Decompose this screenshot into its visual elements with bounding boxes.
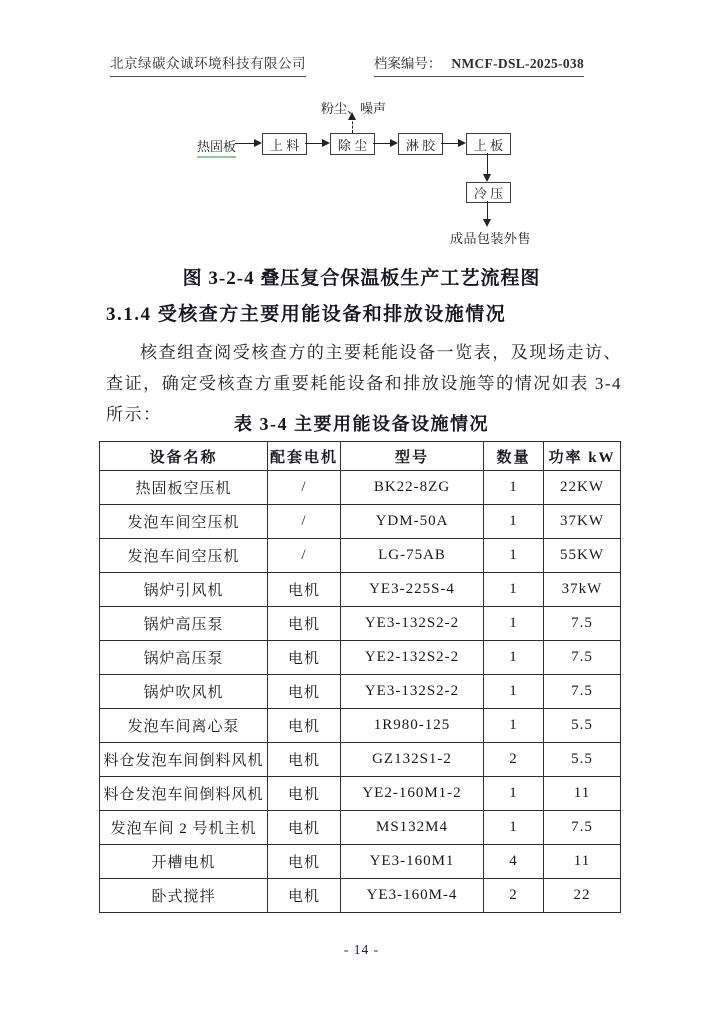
section-heading: 3.1.4 受核查方主要用能设备和排放设施情况 — [106, 304, 507, 325]
emission-label: 粉尘、噪声 — [321, 101, 387, 116]
table-header-cell: 数量 — [484, 442, 544, 471]
table-cell: 1 — [484, 539, 544, 573]
table-row — [100, 505, 621, 539]
table-header-cell: 型号 — [341, 442, 484, 471]
table-cell: YE3-225S-4 — [341, 573, 484, 607]
product-output-label: 成品包装外售 — [450, 231, 532, 246]
page-number: - 14 - — [343, 942, 380, 957]
table-cell: 电机 — [268, 641, 341, 675]
table-row — [100, 539, 621, 573]
table-cell: LG-75AB — [341, 539, 484, 573]
flow-arrow-down — [483, 201, 492, 227]
header-company-name: 北京绿碳众诚环境科技有限公司 — [110, 52, 306, 77]
table-cell: 22 — [544, 879, 621, 913]
table-cell: 电机 — [268, 777, 341, 811]
table-cell: YE2-132S2-2 — [341, 641, 484, 675]
figure-caption: 图 3-2-4 叠压复合保温板生产工艺流程图 — [182, 268, 541, 289]
flow-box-cold-pressing: 冷 压 — [466, 182, 511, 203]
table-cell: YDM-50A — [341, 505, 484, 539]
flow-box-dust-removal: 除 尘 — [330, 133, 375, 155]
table-cell: 锅炉高压泵 — [100, 607, 268, 641]
table-cell: 1 — [484, 641, 544, 675]
doc-number-value: NMCF-DSL-2025-038 — [451, 56, 584, 71]
table-row — [100, 879, 621, 913]
flow-box-loading: 上 料 — [262, 133, 307, 155]
table-row — [100, 777, 621, 811]
table-cell: / — [268, 505, 341, 539]
table-cell: 55KW — [544, 539, 621, 573]
table-cell: 1 — [484, 505, 544, 539]
table-row — [100, 743, 621, 777]
table-cell: 电机 — [268, 573, 341, 607]
table-cell: YE3-132S2-2 — [341, 675, 484, 709]
table-cell: 1 — [484, 709, 544, 743]
table-body — [100, 471, 621, 913]
table-cell: GZ132S1-2 — [341, 743, 484, 777]
table-header-cell: 功率 kW — [544, 442, 621, 471]
table-caption: 表 3-4 主要用能设备设施情况 — [234, 414, 489, 434]
process-flow-diagram — [0, 0, 723, 250]
table-cell: 37kW — [544, 573, 621, 607]
dashed-up-arrow — [348, 112, 357, 133]
table-row — [100, 641, 621, 675]
equipment-table — [99, 441, 621, 913]
table-cell: 1 — [484, 471, 544, 505]
table-cell: 4 — [484, 845, 544, 879]
table-cell: 电机 — [268, 743, 341, 777]
table-cell: 电机 — [268, 675, 341, 709]
table-cell: 5.5 — [544, 709, 621, 743]
table-header-cell: 配套电机 — [268, 442, 341, 471]
flow-arrow-right — [373, 139, 398, 148]
table-cell: 2 — [484, 743, 544, 777]
raw-material-label: 热固板 — [197, 136, 236, 158]
table-cell: 电机 — [268, 845, 341, 879]
table-cell: 1 — [484, 777, 544, 811]
table-row — [100, 471, 621, 505]
flow-arrow-right — [235, 139, 262, 148]
flow-arrow-down — [483, 153, 492, 182]
table-cell: MS132M4 — [341, 811, 484, 845]
table-cell: 发泡车间 2 号机主机 — [100, 811, 268, 845]
table-header-row — [100, 442, 621, 471]
flow-box-glue-coating: 淋 胶 — [398, 133, 443, 155]
table-header-cell: 设备名称 — [100, 442, 268, 471]
table-cell: BK22-8ZG — [341, 471, 484, 505]
table-cell: / — [268, 471, 341, 505]
table-row — [100, 675, 621, 709]
table-row — [100, 709, 621, 743]
flow-arrow-right — [305, 139, 330, 148]
table-cell: 电机 — [268, 879, 341, 913]
table-cell: 7.5 — [544, 641, 621, 675]
table-cell: 22KW — [544, 471, 621, 505]
doc-number-label: 档案编号： — [373, 56, 442, 71]
table-cell: YE3-160M-4 — [341, 879, 484, 913]
table-cell: 2 — [484, 879, 544, 913]
table-cell: 锅炉高压泵 — [100, 641, 268, 675]
table-cell: 电机 — [268, 607, 341, 641]
table-cell: YE2-160M1-2 — [341, 777, 484, 811]
table-cell: 7.5 — [544, 811, 621, 845]
table-cell: 7.5 — [544, 675, 621, 709]
table-cell: 卧式搅拌 — [100, 879, 268, 913]
table-cell: 1 — [484, 573, 544, 607]
table-cell: 料仓发泡车间倒料风机 — [100, 743, 268, 777]
table-cell: 1 — [484, 675, 544, 709]
table-cell: 发泡车间空压机 — [100, 539, 268, 573]
table-cell: 7.5 — [544, 607, 621, 641]
table-cell: 开槽电机 — [100, 845, 268, 879]
table-cell: 1 — [484, 811, 544, 845]
flow-box-board-loading: 上 板 — [466, 133, 511, 155]
table-cell: 5.5 — [544, 743, 621, 777]
table-cell: 发泡车间离心泵 — [100, 709, 268, 743]
table-cell: 1R980-125 — [341, 709, 484, 743]
table-row — [100, 845, 621, 879]
table-cell: YE3-160M1 — [341, 845, 484, 879]
table-cell: 发泡车间空压机 — [100, 505, 268, 539]
table-cell: 11 — [544, 777, 621, 811]
flow-arrow-right — [441, 139, 466, 148]
table-row — [100, 607, 621, 641]
table-cell: 11 — [544, 845, 621, 879]
table-cell: 锅炉引风机 — [100, 573, 268, 607]
table-cell: 料仓发泡车间倒料风机 — [100, 777, 268, 811]
table-cell: 热固板空压机 — [100, 471, 268, 505]
table-cell: 电机 — [268, 709, 341, 743]
table-cell: 锅炉吹风机 — [100, 675, 268, 709]
table-row — [100, 811, 621, 845]
table-row — [100, 573, 621, 607]
table-cell: 1 — [484, 607, 544, 641]
table-cell: / — [268, 539, 341, 573]
table-cell: YE3-132S2-2 — [341, 607, 484, 641]
table-cell: 电机 — [268, 811, 341, 845]
body-paragraph: 核查组查阅受核查方的主要耗能设备一览表，及现场走访、查证，确定受核查方重要耗能设备和排放设施等的情况如表 3-4 所示： — [106, 343, 622, 424]
table-cell: 37KW — [544, 505, 621, 539]
